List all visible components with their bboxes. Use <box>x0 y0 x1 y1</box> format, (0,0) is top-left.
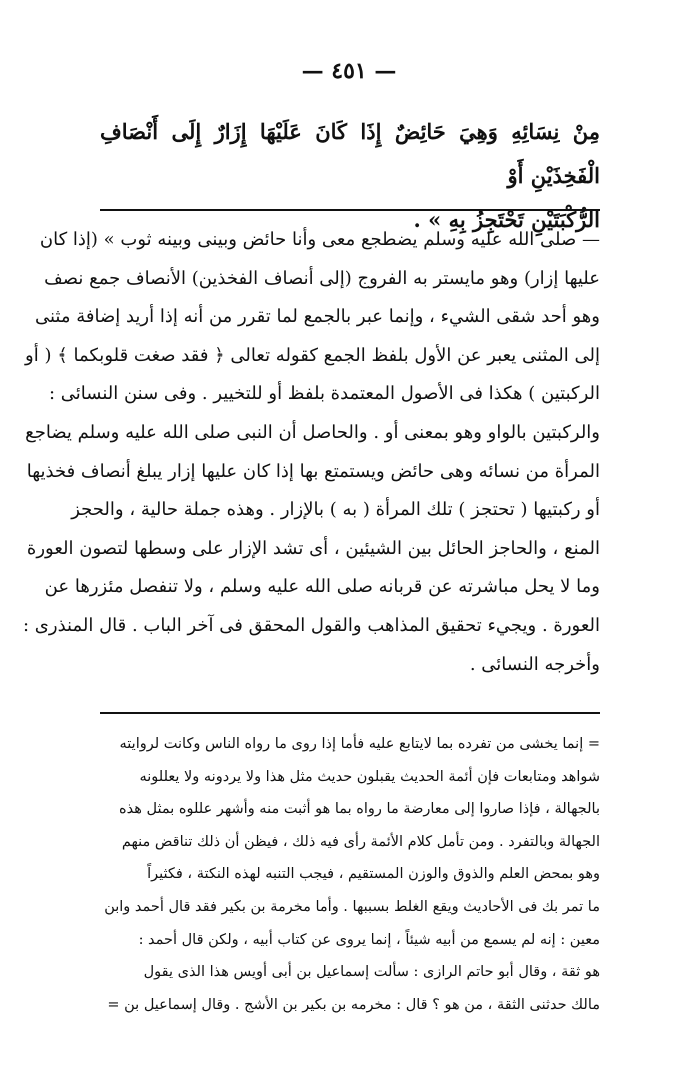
commentary-line: والركبتين بالواو وهو بمعنى أو . والحاصل أن النبى صلى الله عليه وسلم يضاجع <box>25 421 600 443</box>
commentary-line: المنع ، والحاجز الحائل بين الشيئين ، أى تشد الإزار على وسطها لتصون العورة <box>26 537 600 559</box>
footnote-text <box>100 728 600 1021</box>
footnote-line: ما تمر بك فى الأحاديث ويقع الغلط بسببها . وأما مخرمة بن بكير فقد قال أحمد وابن <box>104 898 600 915</box>
commentary-text <box>23 221 600 684</box>
footnote-line: وهو بمحض العلم والذوق والوزن المستقيم ، فيجب التنبه لهذه النكتة ، فكثيراً <box>147 866 600 883</box>
commentary-line: وما لا يحل مباشرته عن قربانه صلى الله عليه وسلم ، ولا تنفصل مئزرها عن <box>44 576 600 598</box>
commentary-line: أو ركبتيها ( تحتجز ) تلك المرأة ( به ) بالإزار . وهذه جملة حالية ، والحجز <box>71 499 600 521</box>
footnote-line: شواهد ومتابعات فإن أئمة الحديث يقبلون حديث مثل هذا ولا يردونه ولا يعللونه <box>139 768 600 785</box>
commentary-line: عليها إزار) وهو مايستر به الفروج (إلى أنصاف الفخذين) الأنصاف جمع نصف <box>44 267 600 289</box>
hadith-line: مِنْ نِسَائِهِ وَهِيَ حَائِضٌ إِذَا كَانَ عَلَيْهَا إِزَارٌ إِلَى أَنْصَافِ الْفَخِذَيْنِ أَوْ <box>100 119 601 188</box>
footnote-line: هو ثقة ، وقال أبو حاتم الرازى : سألت إسماعيل بن أبى أويس هذا الذى يقول <box>143 964 600 981</box>
footnote-line: = إنما يخشى من تفرده بما لايتابع عليه فأما إذا روى ما رواه الناس وكانت لروايته <box>119 736 600 752</box>
commentary-line: العورة . ويجيء تحقيق المذاهب والقول المحقق فى آخر الباب . قال المنذرى : <box>23 614 600 636</box>
hadith-line: الرُّكْبَتَيْنِ تَحْتَجِزُ بِهِ » . <box>413 207 600 232</box>
commentary-line: المرأة من نسائه وهى حائض ويستمتع بها إذا كان عليها إزار يبلغ أنصاف فخذيها <box>26 460 600 482</box>
commentary-line: إلى المثنى يعبر عن الأول بلفظ الجمع كقوله تعالى ﴿ فقد صغت قلوبكما ﴾ ( أو <box>25 344 600 366</box>
footnote-divider <box>100 712 600 714</box>
commentary-line: الركبتين ) هكذا فى الأصول المعتمدة بلفظ أو للتخيير . وفى سنن النسائى : <box>48 383 600 405</box>
commentary-line: — صلى الله عليه وسلم يضطجع معى وأنا حائض وبينى وبينه ثوب » (إذا كان <box>39 229 600 250</box>
footnote-line: الجهالة وبالتفرد . ومن تأمل كلام الأئمة رأى فيه ذلك ، فيظن أن ذلك تناقض منهم <box>121 833 600 850</box>
footnote-line: بالجهالة ، فإذا صاروا إلى معارضة ما رواه بما هو أثبت منه وأشهر عللوه بمثل هذه <box>119 801 600 818</box>
section-divider <box>100 209 600 211</box>
footnote-line: معين : إنه لم يسمع من أبيه شيئاً ، إنما يروى عن كتاب أبيه ، ولكن قال أحمد : <box>138 931 600 948</box>
commentary-line: وأخرجه النسائى . <box>469 653 600 675</box>
commentary-line: وهو أحد شقى الشيء ، وإنما عبر بالجمع لما تقرر من أنه إذا أريد إضافة مثنى <box>35 306 600 328</box>
page-number: — ٤٥١ — <box>301 58 397 84</box>
footnote-line: مالك حدثنى الثقة ، من هو ؟ قال : مخرمه بن بكير بن الأشج . وقال إسماعيل بن = <box>107 996 600 1013</box>
